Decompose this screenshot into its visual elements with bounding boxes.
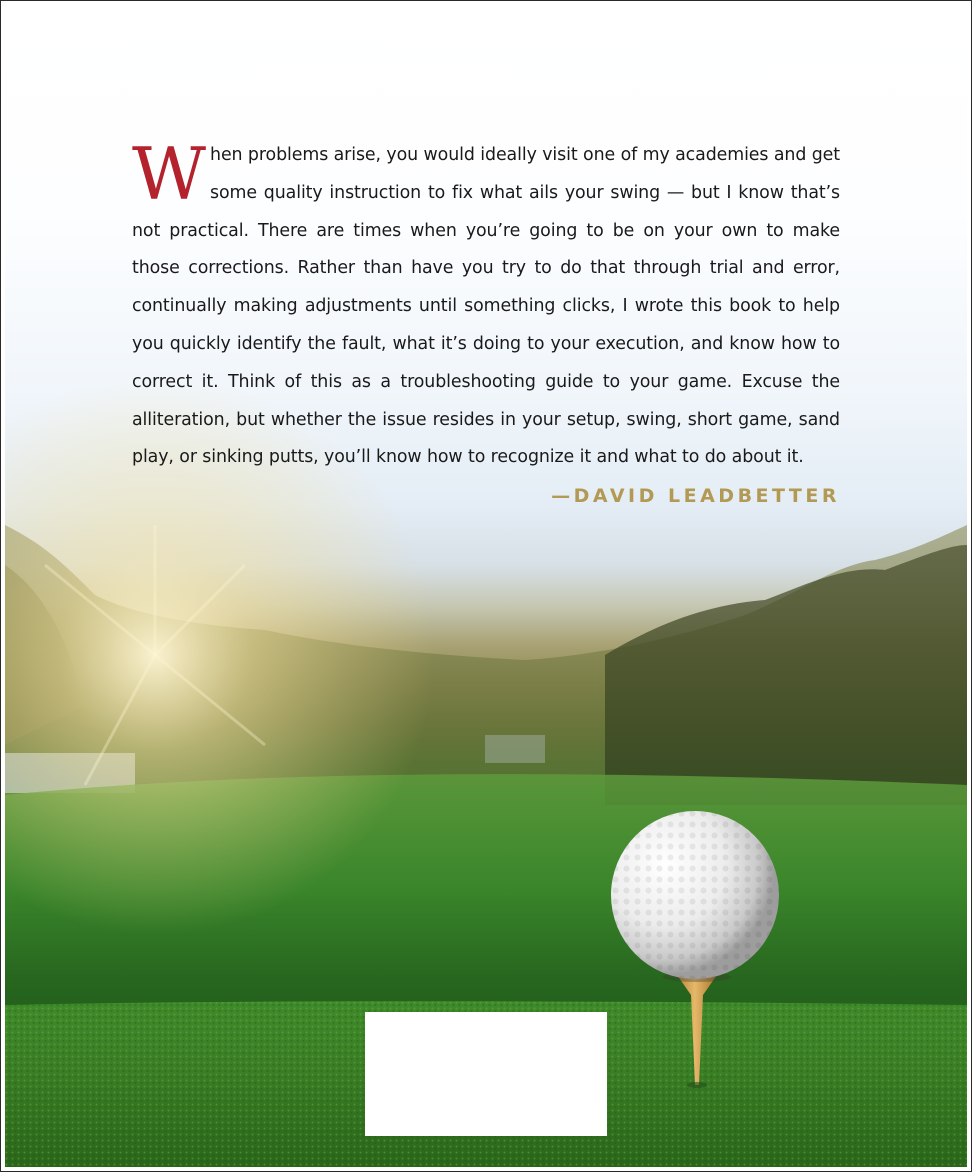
endorsement-quote [132,132,840,477]
quote-attribution: —DAVID LEADBETTER [551,485,840,507]
quote-body: hen problems arise, you would ideally visit one of my academies and get some quality instruction to fix what ails your swing — but I know that’s not practical. There are times when you’re going to be on your own to make those corrections. Rather than have you try to do that through trial and error, continually making adjustments until something clicks, I wrote this book to help you quickly identify the fault, what it’s doing to your execution, and know how to correct it. Think of this as a troubleshooting guide to your game. Excuse the alliteration, but whether the issue resides in your setup, swing, short game, sand play, or sinking putts, you’ll know how to recognize it and what to do about it. [132,145,840,468]
barcode-area [365,1012,607,1136]
quote-dropcap: W [132,132,205,216]
golf-course-photo [5,5,967,1167]
